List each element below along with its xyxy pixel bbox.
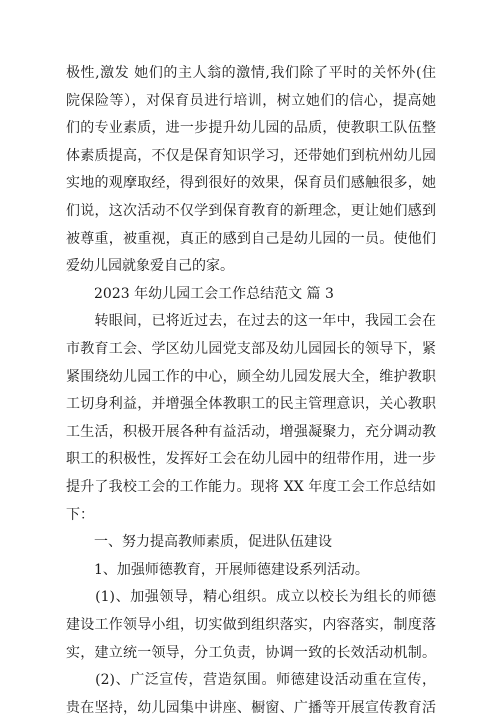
text-line: 实地的观摩取经，得到很好的效果，保育员们感触很多，她 <box>66 175 436 192</box>
text-line: 1、加强师德教育，开展师德建设系列活动。 <box>66 561 369 578</box>
text-line: 建设工作领导小组，切实做到组织落实，内容落实，制度落 <box>66 617 436 633</box>
text-line: 被尊重，被重视，真正的感到自己是幼儿园的一员。使他们 <box>66 230 436 247</box>
text-line: 们说，这次活动不仅学到保育教育的新理念，更让她们感到 <box>66 203 436 219</box>
text-line: 紧围绕幼儿园工作的中心，顾全幼儿园发展大全，维护教职 <box>66 368 436 385</box>
text-line: 职工的积极性，发挥好工会在幼儿园中的纽带作用，进一步 <box>66 451 436 468</box>
text-line: 爱幼儿园就象爱自己的家。 <box>66 258 234 275</box>
text-line: 工切身利益，并增强全体教职工的民主管理意识，关心教职 <box>66 396 436 413</box>
text-line: 极性,激发 她们的主人翁的激情,我们除了平时的关怀外(住 <box>66 65 436 81</box>
text-line: (1)、加强领导，精心组织。成立以校长为组长的师德 <box>66 589 436 606</box>
text-line: 贵在坚持，幼儿园集中讲座、橱窗、广播等开展宣传教育活 <box>66 699 436 716</box>
text-line: 一、努力提高教师素质，促进队伍建设 <box>66 534 332 551</box>
text-line: 提升了我校工会的工作能力。现将 XX 年度工会工作总结如 <box>66 479 436 495</box>
text-line: 们的专业素质，进一步提升幼儿园的品质，使教职工队伍整 <box>66 120 436 137</box>
text-line: (2)、广泛宣传，营造氛围。师德建设活动重在宣传， <box>66 672 436 689</box>
text-line: 体素质提高，不仅是保育知识学习，还带她们到杭州幼儿园 <box>66 147 436 164</box>
text-line: 转眼间，已将近过去，在过去的这一年中，我园工会在 <box>66 313 436 330</box>
text-line: 市教育工会、学区幼儿园党支部及幼儿园园长的领导下，紧 <box>66 341 436 357</box>
text-line: 下： <box>66 506 94 523</box>
text-line: 院保险等），对保育员进行培训，树立她们的信心，提高她 <box>66 92 436 109</box>
text-line: 实，建立统一领导，分工负责，协调一致的长效活动机制。 <box>66 644 436 661</box>
text-line: 2023 年幼儿园工会工作总结范文 篇 3 <box>66 285 334 302</box>
text-line: 工生活，积极开展各种有益活动，增强凝聚力，充分调动教 <box>66 423 436 440</box>
